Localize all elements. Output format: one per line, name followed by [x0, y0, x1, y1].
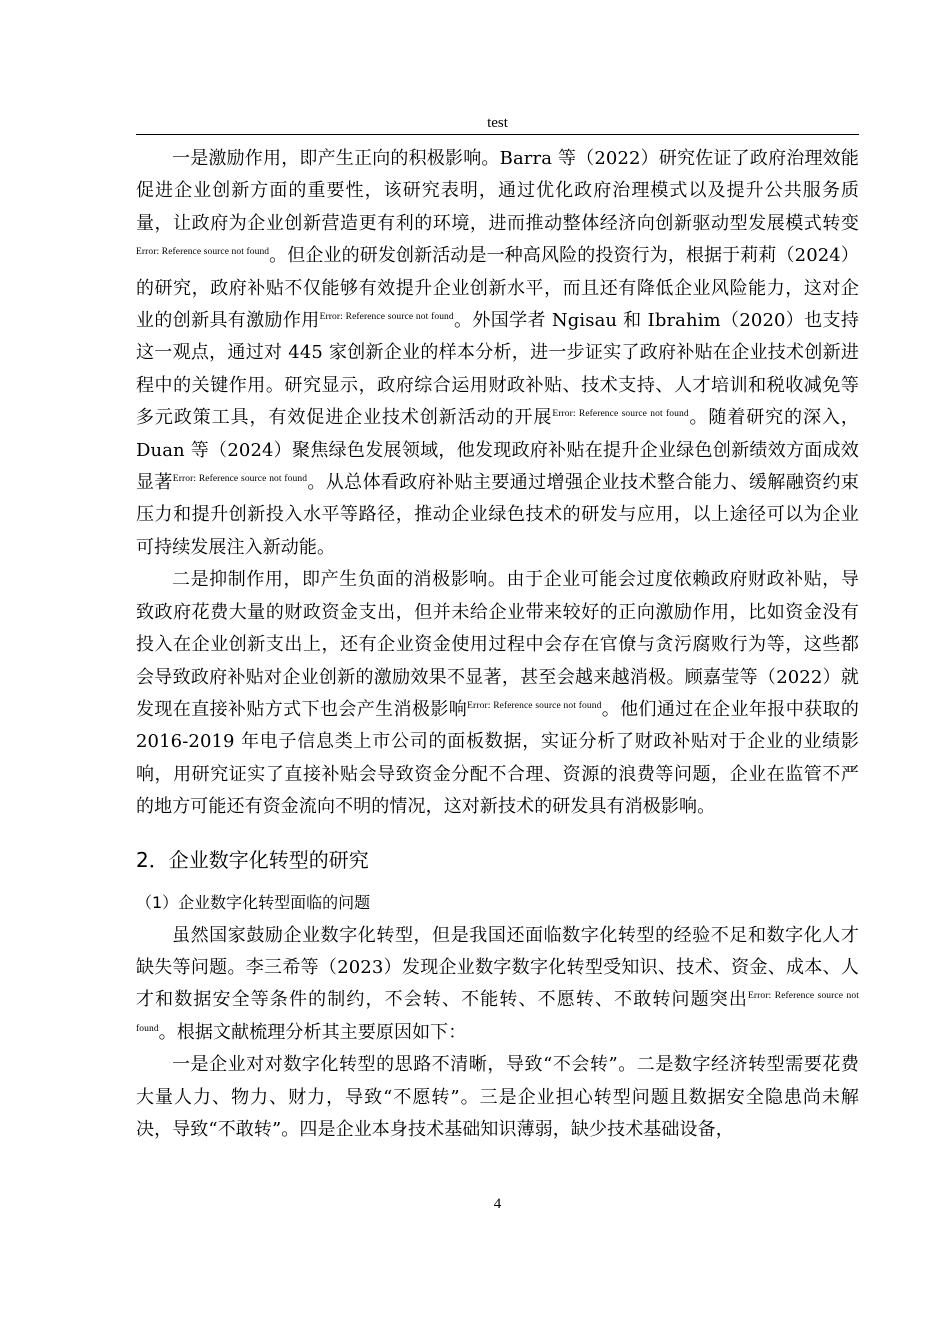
page-number: 4	[493, 1196, 502, 1212]
header-title: test	[487, 115, 508, 131]
text-run: 。外国学者 Ngisau 和 Ibrahim（2020）也支持这一观点，通过对 445 家创新企业的样本分析，进一步证实了政府补贴在企业技术创新进程中的关键作用。研究显示，政府综合运用财政补贴、技术支持、人才培训和税收减免等多元政策工具，有效促进企业技术创新活动的开展	[136, 310, 859, 429]
text-run: 。他们通过在企业年报中获取的 2016-2019 年电子信息类上市公司的面板数据，实证分析了财政补贴对于企业的业绩影响，用研究证实了直接补贴会导致资金分配不合理、资源的浪费等问题，企业在监管不严的地方可能还有资金流向不明的情况，这对新技术的研发具有消极影响。	[136, 698, 859, 818]
paragraph-inhibitory-effect	[136, 564, 859, 823]
reference-error: Error: Reference source not found	[319, 312, 454, 323]
page-body	[136, 143, 859, 1146]
text-run: 。随着研究的深入，Duan 等（2024）聚焦绿色发展领域，他发现政府补贴在提升企业绿色创新绩效方面成效显著	[136, 407, 859, 494]
paragraph-transformation-problems	[136, 920, 859, 1050]
text-run: 二是抑制作用，即产生负面的消极影响。由于企业可能会过度依赖政府财政补贴，导致政府花费大量的财政资金支出，但并未给企业带来较好的正向激励作用，比如资金没有投入在企业创新支出上，还有企业资金使用过程中会存在官僚与贪污腐败行为等，这些都会导致政府补贴对企业创新的激励效果不显著，甚至会越来越消极。顾嘉莹等（2022）就发现在直接补贴方式下也会产生消极影响	[136, 569, 859, 720]
text-run: 。但企业的研发创新活动是一种高风险的投资行为，根据于莉莉（2024）的研究，政府补贴不仅能够有效提升企业创新水平，而且还有降低企业风险能力，这对企业的创新具有激励作用	[136, 245, 859, 332]
reference-error: Error: Reference source not found	[136, 991, 859, 1034]
reference-error: Error: Reference source not found	[552, 409, 689, 420]
reference-error: Error: Reference source not found	[172, 474, 308, 485]
section-heading: 2．企业数字化转型的研究	[136, 847, 369, 872]
page-header	[136, 112, 859, 135]
text-run: 虽然国家鼓励企业数字化转型，但是我国还面临数字化转型的经验不足和数字化人才缺失等问题。李三希等（2023）发现企业数字数字化转型受知识、技术、资金、成本、人才和数据安全等条件的制约，不会转、不能转、不愿转、不敢转问题突出	[136, 924, 859, 1011]
text-run: 。根据文献梳理分析其主要原因如下：	[158, 1021, 467, 1043]
paragraph-incentive-effect	[136, 143, 859, 564]
text-run: 。从总体看政府补贴主要通过增强企业技术整合能力、缓解融资约束压力和提升创新投入水平等路径，推动企业绿色技术的研发与应用，以上途径可以为企业可持续发展注入新动能。	[136, 472, 860, 558]
paragraph-reasons: 一是企业对对数字化转型的思路不清晰，导致“不会转”。二是数字经济转型需要花费大量人力、物力、财力，导致“不愿转”。三是企业担心转型问题且数据安全隐患尚未解决，导致“不敢转”。四是企业本身技术基础知识薄弱，缺少技术基础设备，	[136, 1054, 859, 1140]
reference-error: Error: Reference source not found	[136, 247, 270, 258]
text-run: 一是激励作用，即产生正向的积极影响。Barra 等（2022）研究佐证了政府治理效能促进企业创新方面的重要性，该研究表明，通过优化政府治理模式以及提升公共服务质量，让政府为企业创新营造更有利的环境，进而推动整体经济向创新驱动型发展模式转变	[136, 148, 859, 234]
reference-error: Error: Reference source not found	[467, 700, 602, 711]
page-footer	[136, 1196, 859, 1213]
subsection-heading: （1）企业数字化转型面临的问题	[136, 892, 371, 912]
